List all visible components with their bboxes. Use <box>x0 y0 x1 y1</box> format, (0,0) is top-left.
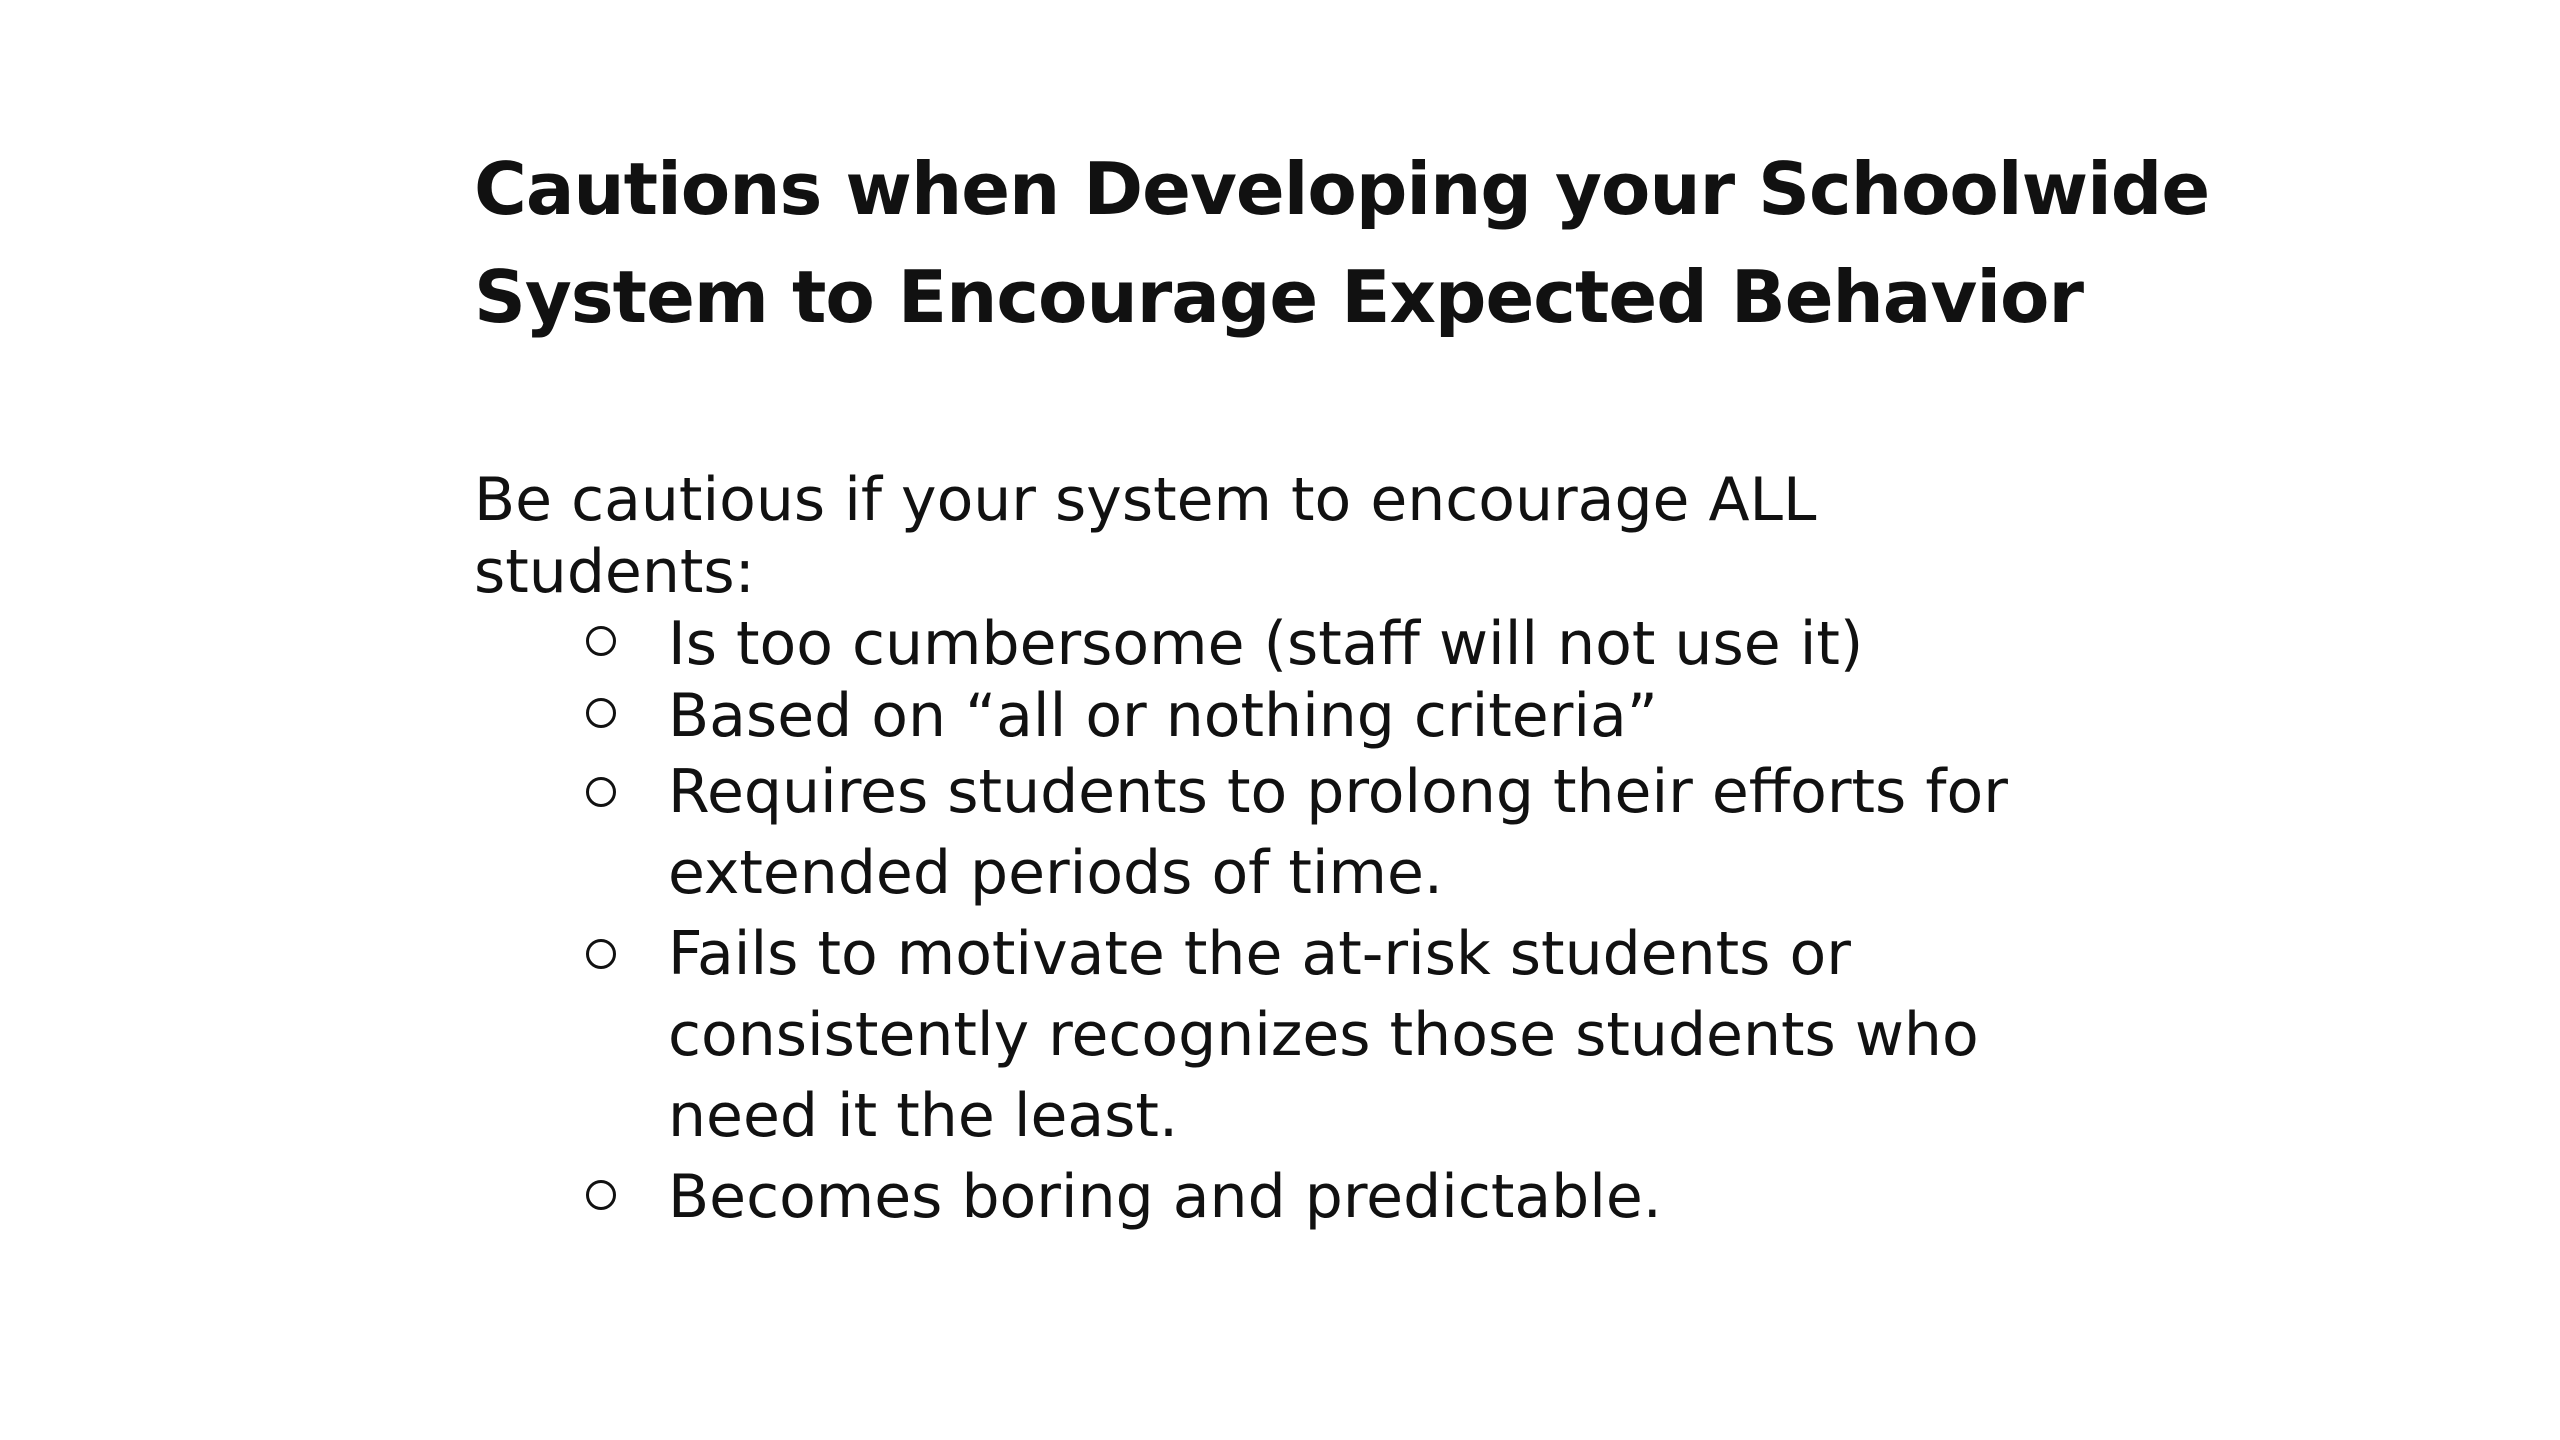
hollow-circle-bullet-icon <box>586 698 616 728</box>
caution-list <box>580 608 2180 1238</box>
bullet-text: Based on “all or nothing criteria” <box>668 681 1658 751</box>
list-item <box>580 752 2180 914</box>
bullet-text: Becomes boring and predictable. <box>668 1162 1662 1232</box>
hollow-circle-bullet-icon <box>586 626 616 656</box>
bullet-text: Requires students to prolong their efforts for <box>668 757 2008 827</box>
list-item <box>580 914 2180 1157</box>
hollow-circle-bullet-icon <box>586 939 616 969</box>
bullet-text: extended periods of time. <box>668 838 1443 908</box>
bullet-text: Is too cumbersome (staff will not use it) <box>668 609 1864 679</box>
intro-text <box>474 464 1974 608</box>
intro-line: Be cautious if your system to encourage ALL <box>474 465 1817 535</box>
list-item <box>580 680 2180 752</box>
hollow-circle-bullet-icon <box>586 777 616 807</box>
slide-title <box>474 135 2210 351</box>
bullet-text: consistently recognizes those students who <box>668 1000 1979 1070</box>
list-item <box>580 1157 2180 1238</box>
bullet-text: Fails to motivate the at-risk students or <box>668 919 1851 989</box>
intro-line: students: <box>474 537 755 607</box>
hollow-circle-bullet-icon <box>586 1180 616 1210</box>
title-line: Cautions when Developing your Schoolwide <box>474 147 2210 231</box>
list-item <box>580 608 2180 680</box>
bullet-text: need it the least. <box>668 1081 1179 1151</box>
title-line: System to Encourage Expected Behavior <box>474 255 2083 339</box>
